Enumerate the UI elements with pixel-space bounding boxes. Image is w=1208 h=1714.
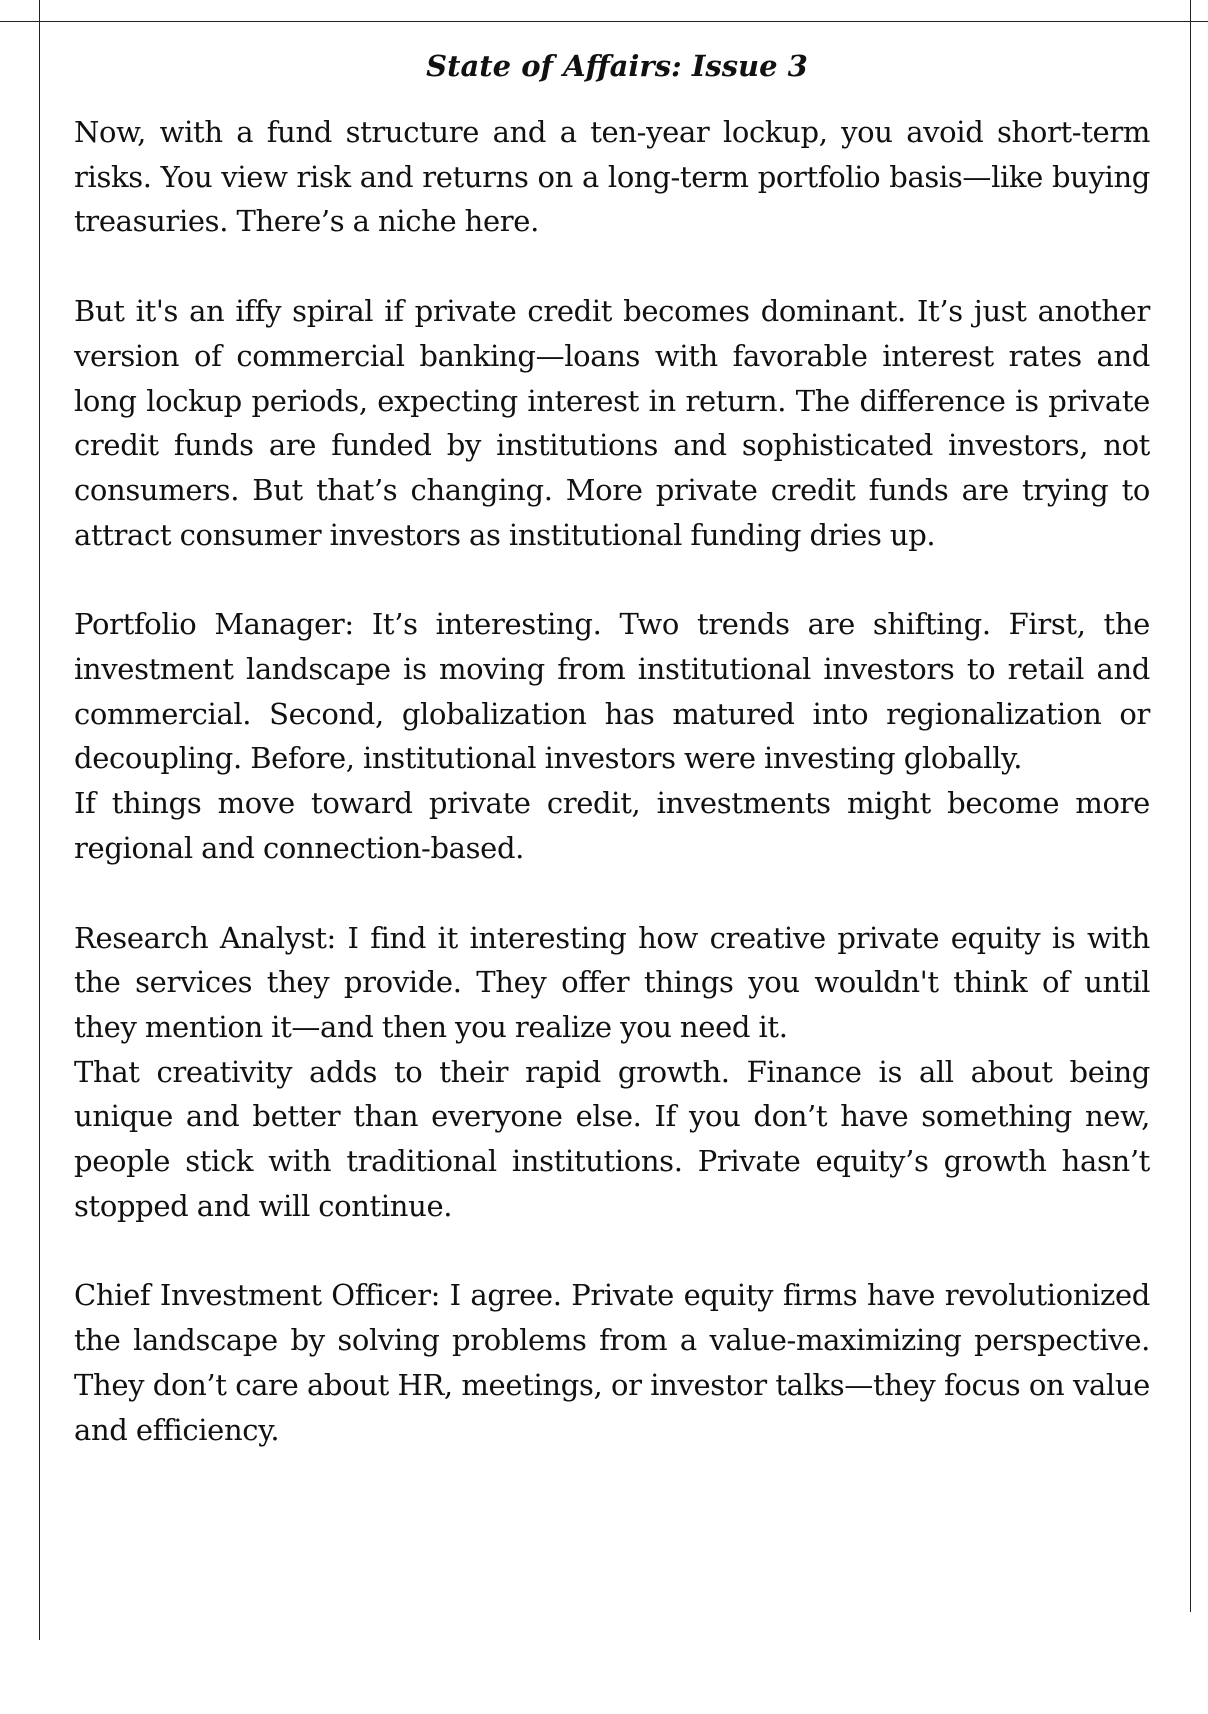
paragraph-private-credit [74, 289, 1150, 557]
paragraph-line: But it's an iffy spiral if private credit becomes dominant. It’s just another version of commercial banking—loans with favorable interest rates and long lockup periods, expecting interest in return. The difference is private credit funds are funded by institutions and sophisticated investors, not consumers. But that’s changing. More private credit funds are trying to attract consumer investors as institutional funding dries up. [74, 294, 1150, 552]
paragraph-line: If things move toward private credit, investments might become more regional and connection-based. [74, 786, 1150, 865]
paragraph-intro [74, 110, 1150, 244]
paragraph-chief-investment-officer [74, 1273, 1150, 1452]
left-border-rule [39, 0, 40, 1640]
paragraph-portfolio-manager [74, 602, 1150, 870]
top-border-rule [0, 21, 1208, 22]
right-border-rule [1190, 0, 1191, 1612]
paragraph-line: Research Analyst: I find it interesting how creative private equity is with the services they provide. They offer things you wouldn't think of until they mention it—and then you realize you need it. [74, 920, 1150, 1044]
paragraph-line: Now, with a fund structure and a ten-year lockup, you avoid short-term risks. You view risk and returns on a long-term portfolio basis—like buying treasuries. There’s a niche here. [74, 115, 1150, 239]
paragraph-research-analyst [74, 916, 1150, 1229]
paragraph-line: That creativity adds to their rapid growth. Finance is all about being unique and better than everyone else. If you don’t have something new, people stick with traditional institutions. Private equity’s growth hasn’t stopped and will continue. [74, 1054, 1150, 1223]
article-body [74, 110, 1150, 1497]
paragraph-line: Portfolio Manager: It’s interesting. Two trends are shifting. First, the investment landscape is moving from institutional investors to retail and commercial. Second, globalization has matured into regionalization or decoupling. Before, institutional investors were investing globally. [74, 607, 1150, 776]
page-title: State of Affairs: Issue 3 [426, 49, 808, 83]
paragraph-line: Chief Investment Officer: I agree. Private equity firms have revolutionized the landscape by solving problems from a value-maximizing perspective. They don’t care about HR, meetings, or investor talks—they focus on value and efficiency. [74, 1278, 1150, 1447]
